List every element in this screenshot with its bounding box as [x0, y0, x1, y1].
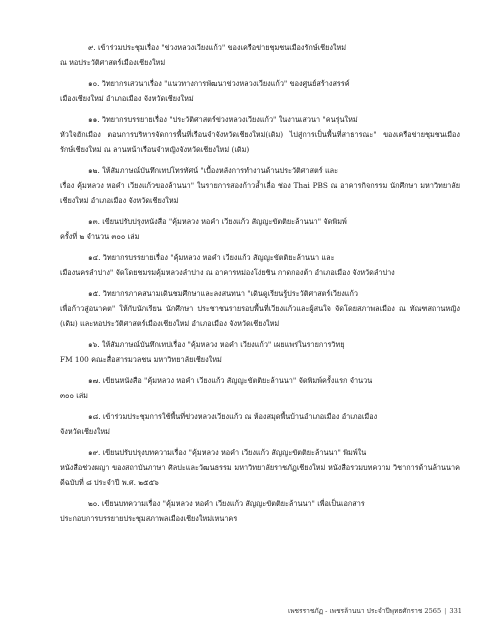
list-item — [60, 112, 460, 157]
item-continuation: FM 100 คณะสื่อสารมวลชน มหาวิทยาลัยเชียงใหม่ — [60, 355, 222, 364]
list-item — [60, 337, 460, 367]
item-first-line: ๙. เข้าร่วมประชุมเรื่อง "ข่วงหลวงเวียงแก้ว" ของเครือข่ายชุมชนเมืองรักษ์เชียงใหม่ — [88, 43, 347, 52]
item-continuation: เมืองนครลำปาง" จัดโดยชมรมคุ้มหลวงลำปาง ณ อาคารหม่องโง่ยซิน กาดกองต้า อำเภอเมือง จังหวัดลำปาง — [60, 268, 395, 277]
item-continuation: เมืองเชียงใหม่ อำเภอเมือง จังหวัดเชียงใหม่ — [60, 94, 194, 103]
list-item — [60, 250, 460, 280]
list-item — [60, 445, 460, 490]
item-first-line: ๒๐. เขียนบทความเรื่อง "คุ้มหลวง หอคำ เวียงแก้ว สัญญะขัตติยะล้านนา" เพื่อเป็นเอกสาร — [88, 499, 365, 508]
list-item — [60, 496, 460, 526]
footer-title: เพชรราชภัฏ - เพชรล้านนา ประจำปีพุทธศักราช 2565 — [287, 607, 442, 615]
footer-divider: | — [444, 607, 447, 615]
item-first-line: ๑๘. เข้าร่วมประชุมการใช้พื้นที่ข่วงหลวงเวียงแก้ว ณ ห้องสมุดพื้นบ้านอำเภอเมือง อำเภอเมือง — [88, 412, 378, 421]
page-footer — [288, 605, 462, 616]
item-first-line: ๑๐. วิทยากรเสวนาเรื่อง "แนวทางการพัฒนาข่วงหลวงเวียงแก้ว" ของศูนย์สร้างสรรค์ — [88, 79, 350, 88]
activity-list — [60, 40, 460, 532]
list-item — [60, 373, 460, 403]
item-continuation: เพื่อก้าวสู่อนาคต" ให้กับนักเรียน นักศึกษา ประชาชนรายรอบพื้นที่เวียงแก้วและผู้สนใจ จัดโดยสภาพลเมือง ณ ทัณฑสถานหญิง (เดิม) และหอประวัติศาสตร์เมืองเชียงใหม่ อำเภอเมือง จังหวัดเชียงใหม่ — [60, 304, 460, 328]
item-continuation: จังหวัดเชียงใหม่ — [60, 427, 110, 436]
item-continuation: ครั้งที่ ๒ จำนวน ๓๐๐ เล่ม — [60, 232, 140, 241]
list-item — [60, 286, 460, 331]
item-first-line: ๑๓. เขียนปรับปรุงหนังสือ "คุ้มหลวง หอคำ เวียงแก้ว สัญญะขัตติยะล้านนา" จัดพิมพ์ — [88, 217, 347, 226]
page-number: 331 — [449, 607, 462, 615]
list-item — [60, 409, 460, 439]
list-item — [60, 163, 460, 208]
item-first-line: ๑๑. วิทยากรบรรยายเรื่อง "ประวัติศาสตร์ข่วงหลวงเวียงแก้ว" ในงานเสวนา "คนรุ่นใหม่ — [88, 115, 358, 124]
item-continuation: ประกอบการบรรยายประชุมสภาพลเมืองเชียงใหม่เหนาคร — [60, 514, 238, 523]
item-first-line: ๑๖. ให้สัมภาษณ์บันทึกเทปเรื่อง "คุ้มหลวง หอคำ เวียงแก้ว" เผยแพร่ในรายการวิทยุ — [88, 340, 345, 349]
list-item — [60, 40, 460, 70]
item-first-line: ๑๔. วิทยากรบรรยายเรื่อง "คุ้มหลวง หอคำ เวียงแก้ว สัญญะขัตติยะล้านนา และ — [88, 253, 335, 262]
item-continuation: ๓๐๐ เล่ม — [60, 391, 88, 400]
item-continuation: ณ หอประวัติศาสตร์เมืองเชียงใหม่ — [60, 58, 166, 67]
item-first-line: ๑๙. เขียนปรับปรุงบทความเรื่อง "คุ้มหลวง หอคำ เวียงแก้ว สัญญะขัตติยะล้านนา" พิมพ์ใน — [88, 448, 367, 457]
item-continuation: เรื่อง คุ้มหลวง หอคำ เวียงแก้วของล้านนา" ในรายการสองก้าวล้ำเลื่อ ช่อง Thai PBS ณ อาคารกิจกรรม นักศึกษา มหาวิทยาลัยเชียงใหม่ อำเภอเมือง จังหวัดเชียงใหม่ — [60, 181, 460, 205]
item-first-line: ๑๗. เขียนหนังสือ "คุ้มหลวง หอคำ เวียงแก้ว สัญญะขัตติยะล้านนา" จัดพิมพ์ครั้งแรก จำนวน — [88, 376, 373, 385]
list-item — [60, 76, 460, 106]
list-item — [60, 214, 460, 244]
item-continuation: หัวใจฮักเมือง ตอนการบริหารจัดการพื้นที่เรือนจำจังหวัดเชียงใหม่(เดิม) ไปสู่การเป็นพื้นที่สาธารณะ" ของเครือข่ายชุมชนเมืองรักษ์เชียงใหม่ ณ ลานหน้าเรือนจำหญิงจังหวัดเชียงใหม่ (เดิม) — [60, 130, 460, 154]
item-first-line: ๑๕. วิทยากรภาคสนามเดินชมศึกษาและลงสนทนา "เดินดูเรียนรู้ประวัติศาสตร์เวียงแก้ว — [88, 289, 358, 298]
item-continuation: หนังสือช่วงผญา ของสถาบันภาษา ศิลปะและวัฒนธรรม มหาวิทยาลัยราชภัฏเชียงใหม่ หนังสือรวมบทความ วิชาการด้านล้านนาคดีฉบับที่ ๘ ประจำปี พ.ศ. ๒๕๕๖ — [60, 463, 460, 487]
item-first-line: ๑๒. ให้สัมภาษณ์บันทึกเทปโทรทัศน์ "เบื้องหลังการทำงานด้านประวัติศาสตร์ และ — [88, 166, 339, 175]
